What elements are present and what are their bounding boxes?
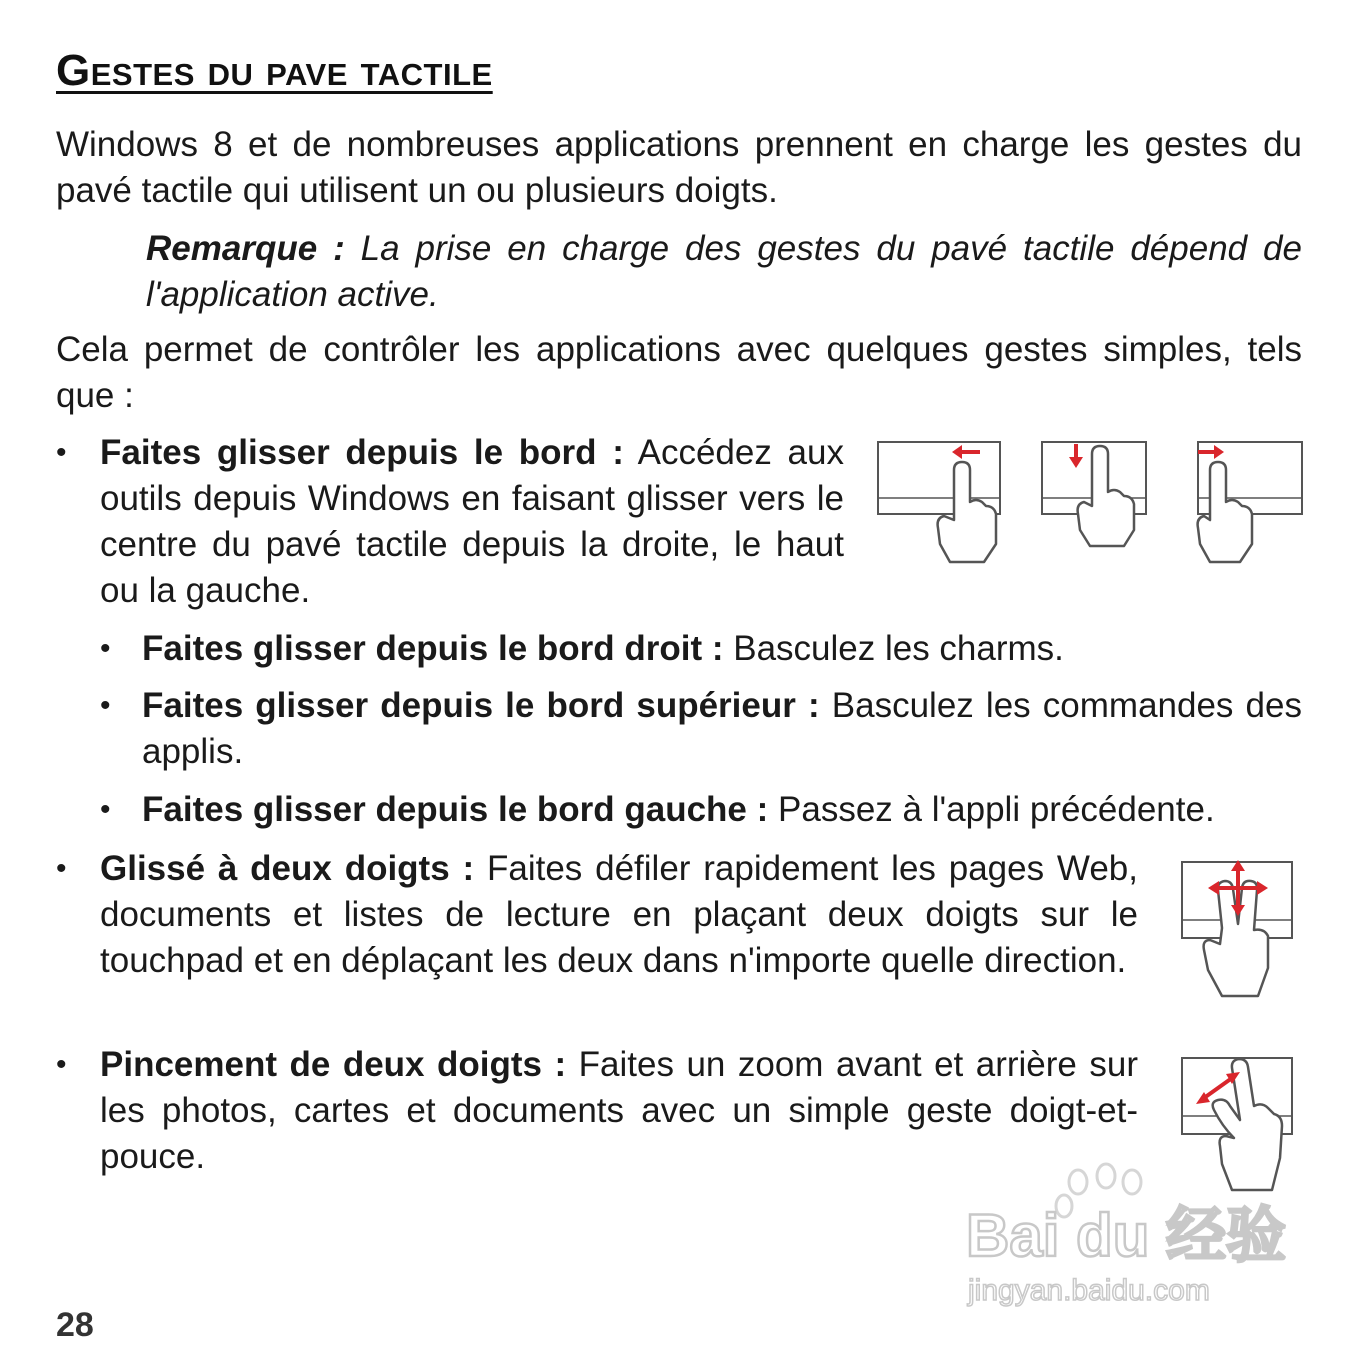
bullet-marker: •: [56, 1048, 67, 1081]
baidu-watermark: [960, 1160, 1290, 1310]
watermark-url: jingyan.baidu.com: [968, 1274, 1210, 1307]
sub-bullet-text: Basculez les charms.: [723, 629, 1064, 668]
swipe-top-edge-icon: [1040, 440, 1150, 550]
bullet-text: Faites défiler rapidement les pages Web, documents et listes de lecture en plaçant deux doigts sur le touchpad et en déplaçant les deux dans n'importe quelle direction.: [100, 849, 1138, 980]
bullet-edge-swipe: [100, 430, 844, 614]
note-paragraph: [146, 226, 1302, 318]
sub-bullet-left-edge: [142, 787, 1302, 833]
bullet-marker: •: [56, 436, 67, 469]
note-text: La prise en charge des gestes du pavé tactile dépend de l'application active.: [146, 229, 1302, 314]
page-title: Gestes du pave tactile: [56, 46, 493, 95]
sub-bullet-label: Faites glisser depuis le bord droit :: [142, 629, 724, 668]
sub-bullet-marker: •: [100, 793, 111, 826]
bullet-text: Faites un zoom avant et arrière sur les photos, cartes et documents avec un simple geste doigt-et-pouce.: [100, 1045, 1138, 1176]
bullet-label: Pincement de deux doigts :: [100, 1045, 567, 1084]
sub-bullet-text: Passez à l'appli précédente.: [768, 790, 1215, 829]
watermark-brand: Bai du 经验: [966, 1202, 1287, 1269]
note-label: Remarque :: [146, 229, 345, 268]
intro-paragraph: Windows 8 et de nombreuses applications prennent en charge les gestes du pavé tactile qui utilisent un ou plusieurs doigts.: [56, 125, 1302, 210]
sub-bullet-marker: •: [100, 632, 111, 665]
sub-bullet-label: Faites glisser depuis le bord gauche :: [142, 790, 769, 829]
page-number: 28: [56, 1306, 94, 1344]
sub-bullet-top-edge: [142, 683, 1302, 775]
sub-bullet-right-edge: [142, 626, 1302, 672]
sub-bullet-text: Basculez les commandes des applis.: [142, 686, 1302, 771]
bullet-label: Faites glisser depuis le bord :: [100, 433, 624, 472]
bullet-text: Accédez aux outils depuis Windows en faisant glisser vers le centre du pavé tactile depuis la droite, le haut ou la gauche.: [100, 433, 844, 610]
swipe-right-edge-icon: [1196, 440, 1304, 566]
sub-bullet-marker: •: [100, 689, 111, 722]
bullet-two-finger-scroll: [100, 846, 1138, 984]
bullet-label: Glissé à deux doigts :: [100, 849, 475, 888]
two-finger-scroll-icon: [1180, 858, 1296, 1000]
allows-paragraph: Cela permet de contrôler les applications avec quelques gestes simples, tels que :: [56, 330, 1302, 415]
bullet-marker: •: [56, 852, 67, 885]
sub-bullet-label: Faites glisser depuis le bord supérieur :: [142, 686, 820, 725]
swipe-left-edge-icon: [876, 440, 1004, 566]
